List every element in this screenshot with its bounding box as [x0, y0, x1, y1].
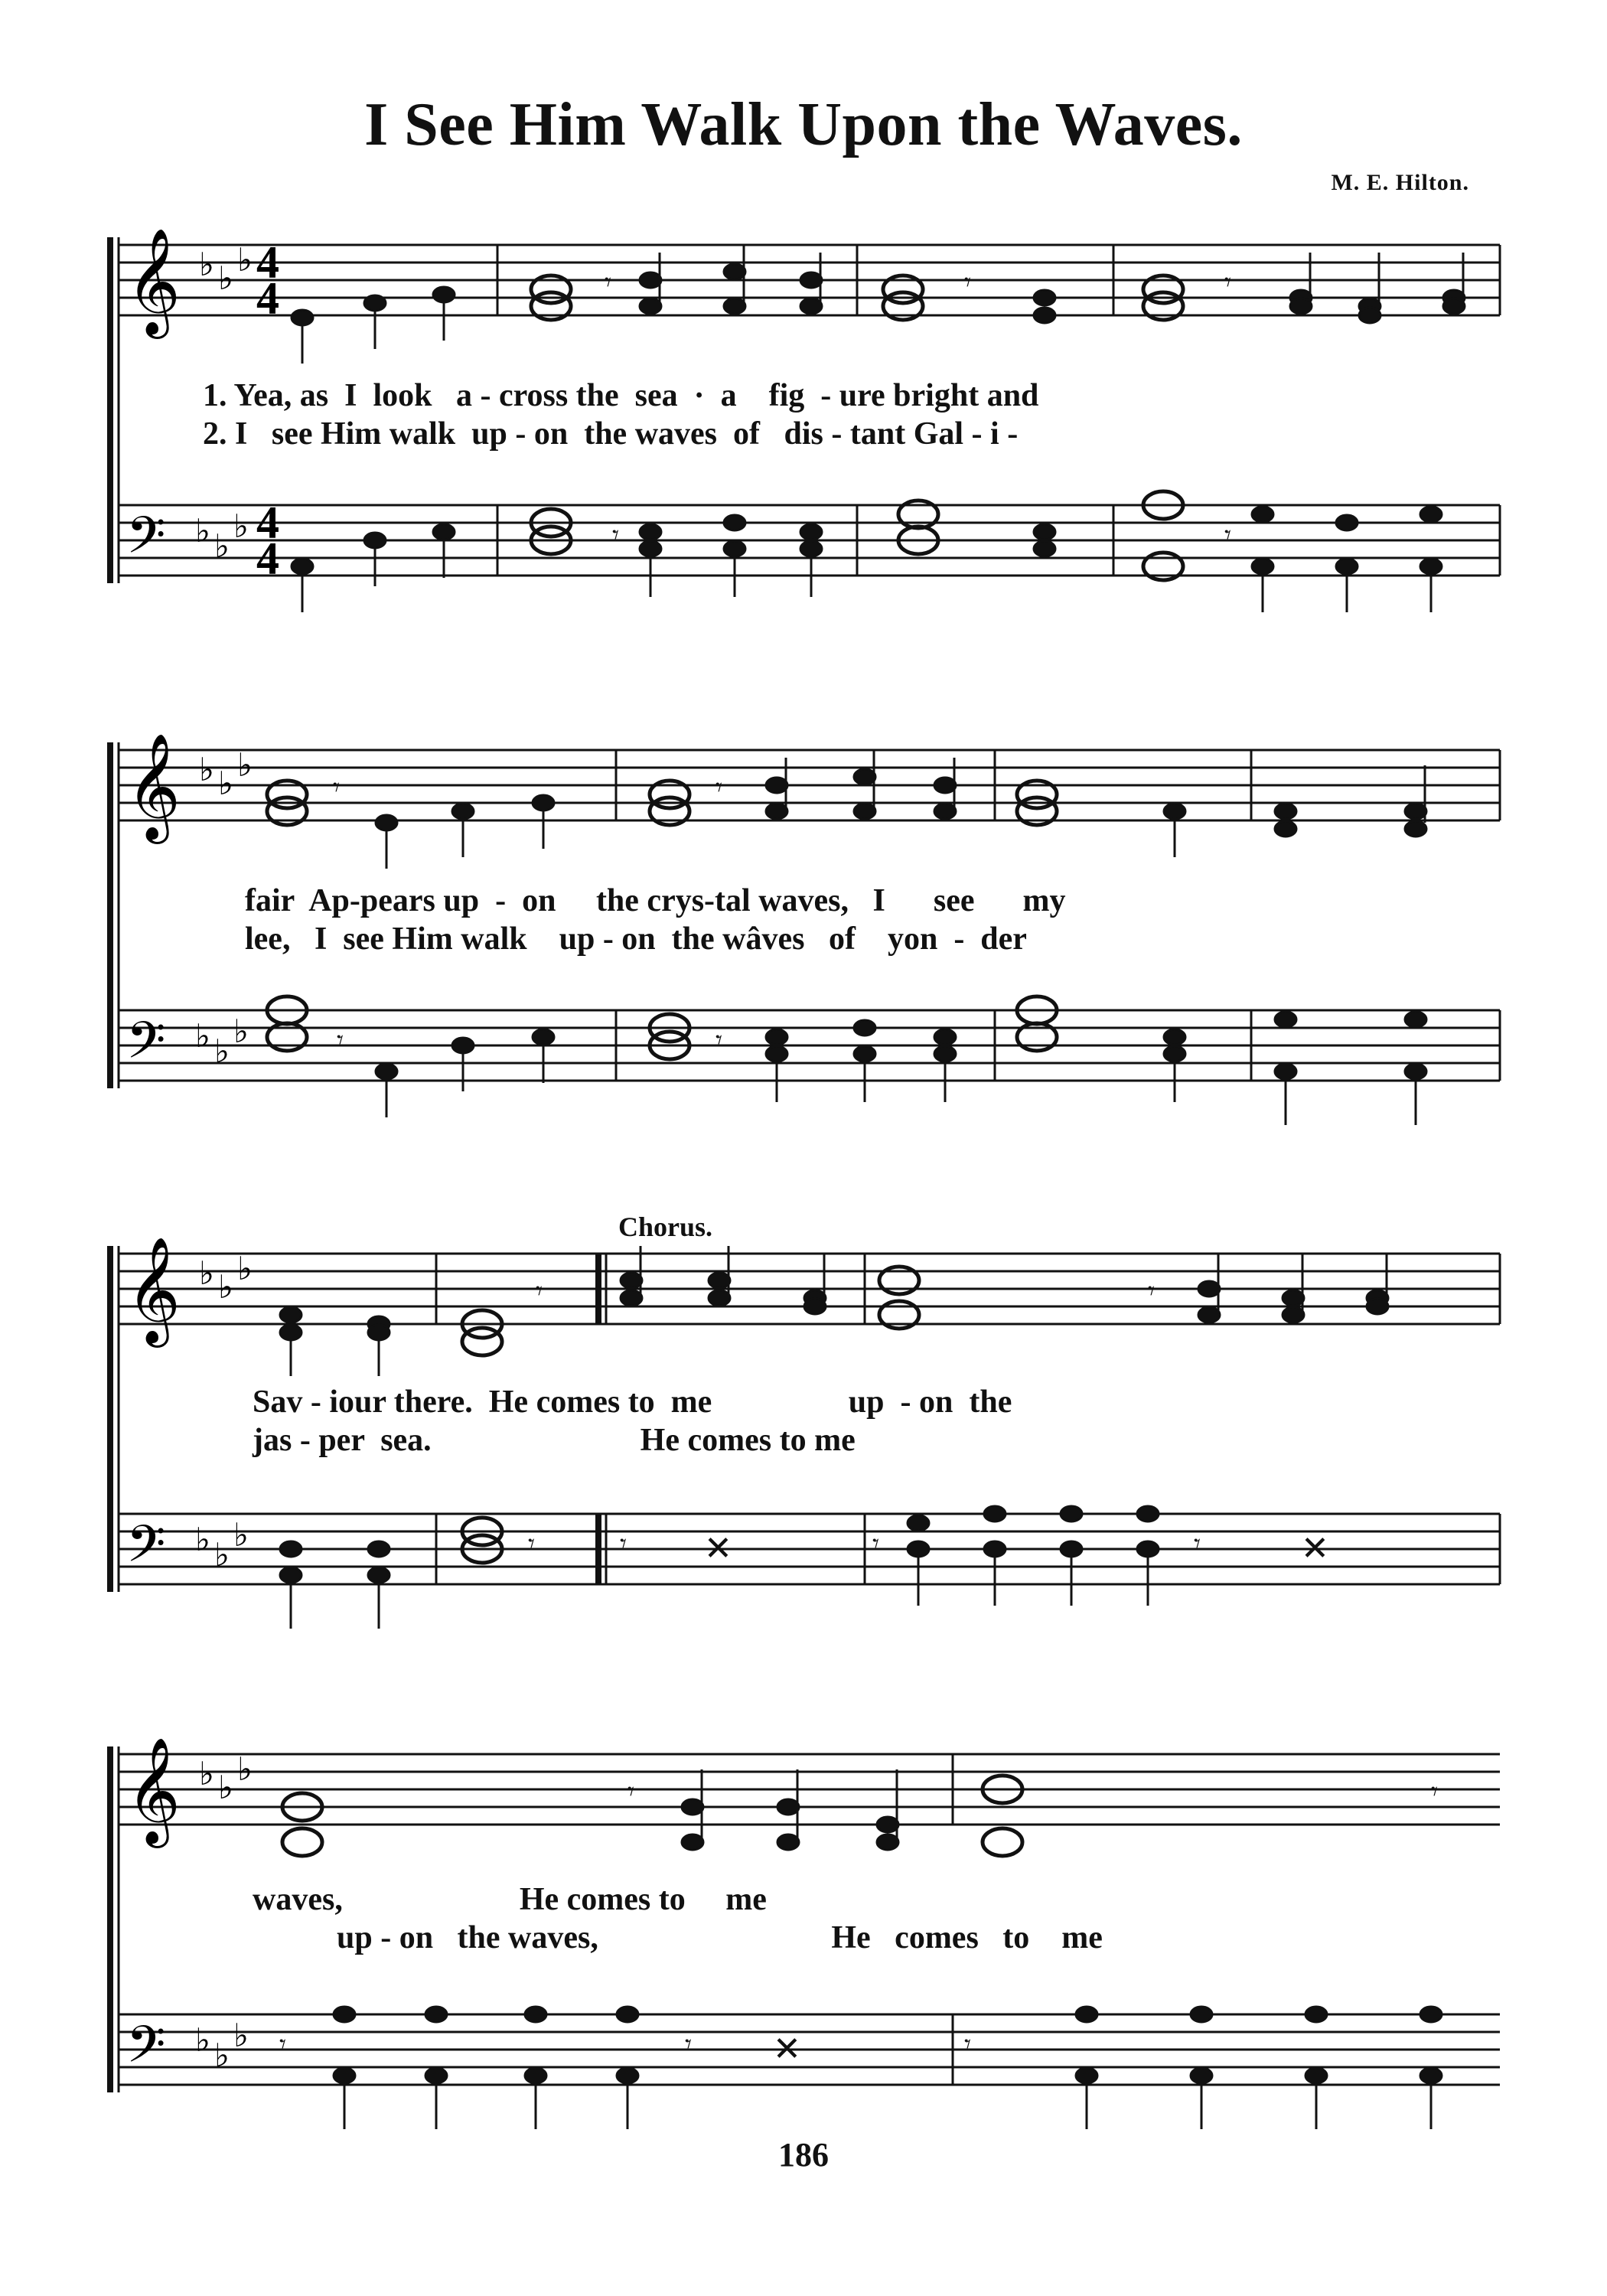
svg-text:4: 4 [256, 237, 279, 288]
svg-text:♭: ♭ [195, 1017, 210, 1055]
svg-text:♭: ♭ [237, 746, 253, 784]
svg-text:♭: ♭ [214, 527, 230, 565]
lyric-system3-line2: jas - per sea. He comes to me [253, 1423, 856, 1458]
svg-text:4: 4 [256, 273, 279, 324]
svg-text:♭: ♭ [214, 1536, 230, 1574]
svg-text:𝄾: 𝄾 [528, 1528, 536, 1559]
svg-text:𝄢: 𝄢 [126, 506, 166, 577]
svg-text:♭: ♭ [214, 2037, 230, 2074]
svg-text:✕: ✕ [704, 1529, 732, 1568]
svg-text:♭: ♭ [195, 2021, 210, 2059]
svg-text:𝄞: 𝄞 [126, 228, 181, 334]
svg-text:✕: ✕ [1301, 1529, 1329, 1568]
svg-text:𝄾: 𝄾 [964, 267, 972, 298]
svg-text:4: 4 [256, 533, 279, 584]
svg-text:𝄾: 𝄾 [1224, 520, 1232, 550]
svg-text:𝄞: 𝄞 [126, 733, 181, 840]
svg-text:𝄾: 𝄾 [612, 520, 620, 550]
chorus-label: Chorus. [618, 1212, 713, 1242]
svg-text:𝄾: 𝄾 [964, 2029, 972, 2060]
svg-text:♭: ♭ [214, 1032, 230, 1070]
lyric-system4-line1: waves, He comes to me [253, 1882, 767, 1917]
lyric-system1-verse2: 2. I see Him walk up - on the waves of dis - tant Gal - i - [203, 416, 1019, 452]
svg-text:♭: ♭ [237, 241, 253, 279]
lyric-system3-line1: Sav - iour there. He comes to me up - on the [253, 1384, 1012, 1420]
svg-text:𝄾: 𝄾 [627, 1776, 635, 1807]
svg-text:𝄾: 𝄾 [715, 772, 723, 803]
svg-text:♭: ♭ [199, 1254, 214, 1292]
svg-text:𝄾: 𝄾 [620, 1528, 627, 1559]
svg-text:♭: ♭ [195, 512, 210, 550]
svg-text:♭: ♭ [233, 1013, 249, 1050]
svg-text:𝄾: 𝄾 [605, 267, 612, 298]
svg-text:𝄾: 𝄾 [279, 2029, 287, 2060]
svg-text:𝄢: 𝄢 [126, 2015, 166, 2086]
page-number: 186 [778, 2136, 829, 2174]
svg-text:𝄢: 𝄢 [126, 1011, 166, 1082]
svg-text:♭: ♭ [218, 1268, 233, 1306]
svg-text:♭: ♭ [218, 765, 233, 802]
svg-text:𝄾: 𝄾 [715, 1025, 723, 1055]
svg-text:𝄞: 𝄞 [126, 1237, 181, 1343]
svg-text:♭: ♭ [199, 1755, 214, 1792]
lyric-system2-verse1: fair Ap-pears up - on the crys-tal waves, I see my [245, 883, 1066, 918]
svg-text:♭: ♭ [218, 1769, 233, 1806]
svg-text:♭: ♭ [218, 259, 233, 297]
svg-text:✕: ✕ [773, 2030, 801, 2069]
hymn-title: I See Him Walk Upon the Waves. [364, 91, 1243, 158]
svg-text:𝄾: 𝄾 [333, 772, 341, 803]
svg-text:𝄾: 𝄾 [337, 1025, 344, 1055]
svg-text:𝄢: 𝄢 [126, 1515, 166, 1586]
composer-credit: M. E. Hilton. [1331, 170, 1469, 195]
svg-text:𝄾: 𝄾 [536, 1276, 543, 1306]
svg-text:𝄾: 𝄾 [1194, 1528, 1201, 1559]
svg-text:♭: ♭ [233, 2017, 249, 2054]
svg-text:♭: ♭ [237, 1750, 253, 1788]
svg-text:4: 4 [256, 497, 279, 548]
lyric-system4-line2: up - on the waves, He comes to me [337, 1920, 1103, 1955]
lyric-system1-verse1: 1. Yea, as I look a - cross the sea · a fig - ure bright and [203, 378, 1039, 413]
svg-text:𝄾: 𝄾 [1148, 1276, 1156, 1306]
svg-text:♭: ♭ [199, 246, 214, 283]
svg-text:𝄾: 𝄾 [1224, 267, 1232, 298]
svg-text:♭: ♭ [233, 507, 249, 545]
svg-text:𝄾: 𝄾 [685, 2029, 693, 2060]
svg-text:♭: ♭ [233, 1516, 249, 1554]
svg-text:♭: ♭ [195, 1521, 210, 1558]
lyric-system2-verse2: lee, I see Him walk up - on the wâves of yon - der [245, 921, 1027, 957]
svg-text:𝄾: 𝄾 [872, 1528, 880, 1559]
svg-text:𝄾: 𝄾 [1431, 1776, 1439, 1807]
svg-text:♭: ♭ [237, 1250, 253, 1287]
svg-text:♭: ♭ [199, 751, 214, 788]
svg-text:𝄞: 𝄞 [126, 1737, 181, 1844]
